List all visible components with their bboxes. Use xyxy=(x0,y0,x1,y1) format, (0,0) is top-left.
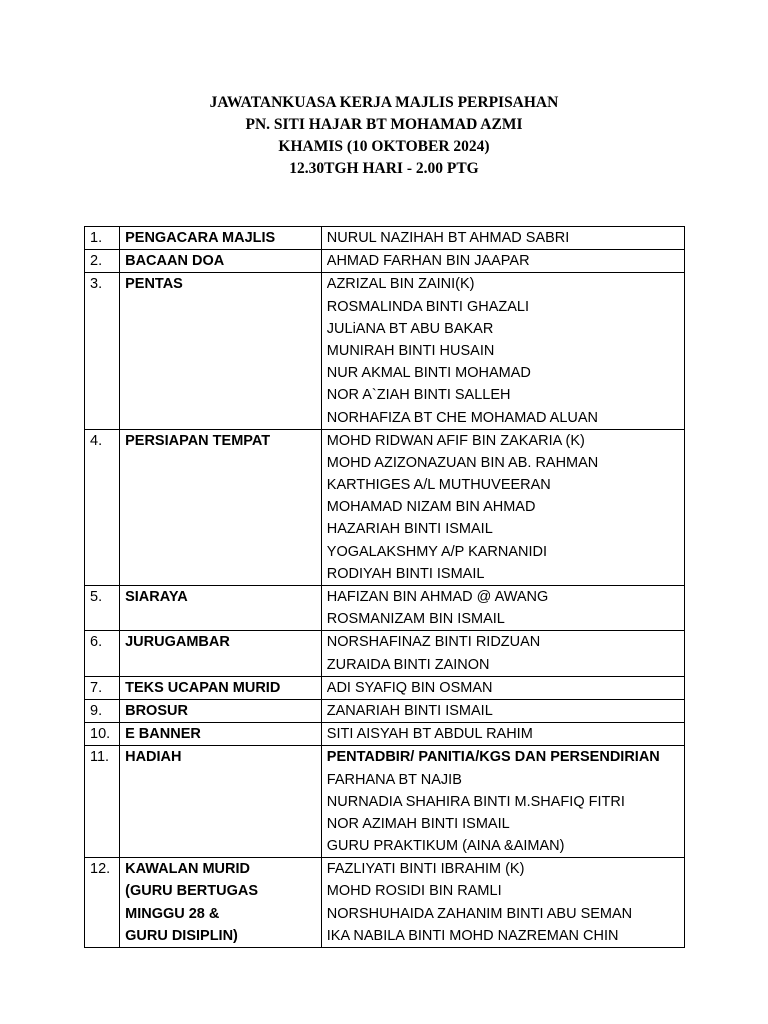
row-number-text: 11. xyxy=(90,749,110,766)
member-name: NOR A`ZIAH BINTI SALLEH xyxy=(326,387,511,404)
committee-role xyxy=(120,746,322,858)
committee-role xyxy=(120,631,322,676)
member-names xyxy=(321,273,684,429)
role-label: SIARAYA xyxy=(125,589,188,605)
committee-table xyxy=(84,226,685,948)
member-name: ZANARIAH BINTI ISMAIL xyxy=(326,702,493,719)
member-names xyxy=(321,429,684,585)
member-name: FARHANA BT NAJIB xyxy=(326,771,462,788)
member-name: AHMAD FARHAN BIN JAAPAR xyxy=(326,253,530,270)
committee-role xyxy=(120,676,322,699)
member-name: IKA NABILA BINTI MOHD NAZREMAN CHIN xyxy=(326,927,619,944)
member-group-heading: PENTADBIR/ PANITIA/KGS DAN PERSENDIRIAN xyxy=(326,749,660,766)
committee-role xyxy=(120,858,322,948)
table-row xyxy=(85,586,685,631)
role-label: BROSUR xyxy=(125,702,188,719)
committee-role xyxy=(120,586,322,631)
row-number-text: 6. xyxy=(90,634,103,651)
member-name: NOR AZIMAH BINTI ISMAIL xyxy=(326,815,510,832)
role-label: KAWALAN MURID xyxy=(125,861,250,878)
row-number xyxy=(85,746,120,858)
member-name: SITI AISYAH BT ABDUL RAHIM xyxy=(326,726,533,743)
member-name: HAFIZAN BIN AHMAD @ AWANG xyxy=(326,589,549,605)
member-name: NORSHAFINAZ BINTI RIDZUAN xyxy=(326,634,541,651)
member-names xyxy=(321,676,684,699)
member-name: ROSMALINDA BINTI GHAZALI xyxy=(326,298,530,315)
header-honoree: PN. SITI HAJAR BT MOHAMAD AZMI xyxy=(245,116,523,133)
role-label: E BANNER xyxy=(125,726,201,743)
role-label: BACAAN DOA xyxy=(125,253,225,270)
row-number-text: 4. xyxy=(90,432,103,449)
member-names xyxy=(321,586,684,631)
row-number-text: 9. xyxy=(90,702,103,719)
table-row xyxy=(85,858,685,948)
member-name: ADI SYAFIQ BIN OSMAN xyxy=(326,679,493,696)
row-number-text: 7. xyxy=(90,679,103,696)
member-name: GURU PRAKTIKUM (AINA &AIMAN) xyxy=(326,838,565,855)
member-name: MOHAMAD NIZAM BIN AHMAD xyxy=(326,499,536,516)
role-label: MINGGU 28 & xyxy=(125,905,220,922)
row-number xyxy=(85,586,120,631)
committee-role xyxy=(120,273,322,429)
member-name: MOHD AZIZONAZUAN BIN AB. RAHMAN xyxy=(326,454,599,471)
role-label: (GURU BERTUGAS xyxy=(125,883,259,900)
committee-role xyxy=(120,723,322,746)
role-label: TEKS UCAPAN MURID xyxy=(125,679,281,696)
member-name: MOHD ROSIDI BIN RAMLI xyxy=(326,883,502,900)
row-number xyxy=(85,631,120,676)
table-row xyxy=(85,273,685,429)
member-names xyxy=(321,858,684,948)
row-number xyxy=(85,699,120,722)
committee-table-body xyxy=(85,227,685,948)
member-name: RODIYAH BINTI ISMAIL xyxy=(326,565,485,582)
member-name: NUR AKMAL BINTI MOHAMAD xyxy=(326,365,531,382)
committee-role xyxy=(120,227,322,250)
member-name: HAZARIAH BINTI ISMAIL xyxy=(326,521,493,538)
member-name: KARTHIGES A/L MUTHUVEERAN xyxy=(326,477,551,494)
member-names xyxy=(321,250,684,273)
member-name: NURUL NAZIHAH BT AHMAD SABRI xyxy=(326,230,570,246)
table-row xyxy=(85,676,685,699)
table-row xyxy=(85,746,685,858)
header-time: 12.30TGH HARI - 2.00 PTG xyxy=(289,160,479,177)
table-row xyxy=(85,227,685,250)
table-row xyxy=(85,250,685,273)
member-name: JULiANA BT ABU BAKAR xyxy=(326,320,494,337)
member-name: ZURAIDA BINTI ZAINON xyxy=(326,656,490,673)
role-label: JURUGAMBAR xyxy=(125,634,230,651)
row-number xyxy=(85,723,120,746)
table-row xyxy=(85,429,685,585)
header-date: KHAMIS (10 OKTOBER 2024) xyxy=(278,138,490,155)
member-name: MOHD RIDWAN AFIF BIN ZAKARIA (K) xyxy=(326,432,585,449)
table-row xyxy=(85,699,685,722)
member-name: MUNIRAH BINTI HUSAIN xyxy=(326,342,495,359)
committee-role xyxy=(120,250,322,273)
role-label: GURU DISIPLIN) xyxy=(125,927,238,944)
document-header xyxy=(0,92,768,180)
row-number xyxy=(85,429,120,585)
row-number-text: 5. xyxy=(90,589,103,605)
row-number xyxy=(85,250,120,273)
committee-role xyxy=(120,429,322,585)
row-number-text: 10. xyxy=(90,726,111,743)
member-names xyxy=(321,746,684,858)
row-number-text: 1. xyxy=(90,230,103,246)
row-number xyxy=(85,676,120,699)
member-names xyxy=(321,227,684,250)
member-name: FAZLIYATI BINTI IBRAHIM (K) xyxy=(326,861,525,878)
member-name: NORHAFIZA BT CHE MOHAMAD ALUAN xyxy=(326,409,599,426)
member-name: NURNADIA SHAHIRA BINTI M.SHAFIQ FITRI xyxy=(326,793,625,810)
row-number xyxy=(85,273,120,429)
header-title: JAWATANKUASA KERJA MAJLIS PERPISAHAN xyxy=(209,94,559,111)
role-label: PENTAS xyxy=(125,276,183,293)
member-name: AZRIZAL BIN ZAINI(K) xyxy=(326,276,475,293)
table-row xyxy=(85,723,685,746)
role-label: PENGACARA MAJLIS xyxy=(125,230,276,246)
row-number-text: 3. xyxy=(90,276,103,293)
row-number xyxy=(85,858,120,948)
row-number-text: 12. xyxy=(90,861,111,878)
member-names xyxy=(321,699,684,722)
row-number-text: 2. xyxy=(90,253,103,270)
member-name: ROSMANIZAM BIN ISMAIL xyxy=(326,611,505,628)
committee-role xyxy=(120,699,322,722)
row-number xyxy=(85,227,120,250)
member-names xyxy=(321,723,684,746)
member-name: YOGALAKSHMY A/P KARNANIDI xyxy=(326,543,548,560)
table-row xyxy=(85,631,685,676)
member-names xyxy=(321,631,684,676)
role-label: HADIAH xyxy=(125,749,182,766)
role-label: PERSIAPAN TEMPAT xyxy=(125,432,271,449)
member-name: NORSHUHAIDA ZAHANIM BINTI ABU SEMAN xyxy=(326,905,633,922)
